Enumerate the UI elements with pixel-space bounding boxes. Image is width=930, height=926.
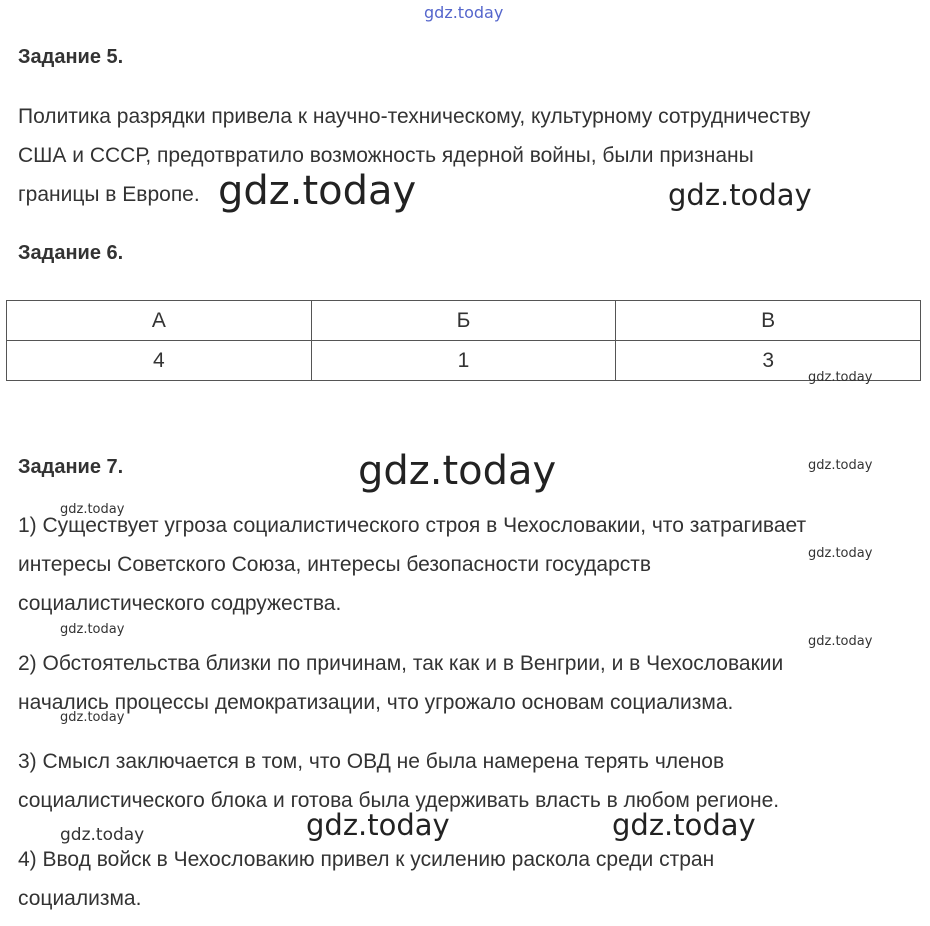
answer-line: 2) Обстоятельства близки по причинам, так как и в Венгрии, и в Чехословакии xyxy=(18,652,784,675)
watermark: gdz.today xyxy=(218,168,417,214)
task-7-answer-4 xyxy=(18,840,918,918)
answer-line: начались процессы демократизации, что угрожало основам социализма. xyxy=(18,691,734,714)
table-header-cell: В xyxy=(616,301,921,341)
answer-line: социалистического содружества. xyxy=(18,592,342,615)
table-cell: 1 xyxy=(311,341,616,381)
watermark: gdz.today xyxy=(306,808,450,842)
answer-table xyxy=(6,300,921,381)
watermark: gdz.today xyxy=(60,502,125,517)
task-7-answer-3 xyxy=(18,742,918,820)
watermark: gdz.today xyxy=(358,448,557,494)
task-5-line: границы в Европе. xyxy=(18,183,200,206)
table-row xyxy=(7,341,921,381)
table-cell: 4 xyxy=(7,341,312,381)
task-7-answer-1 xyxy=(18,506,918,623)
watermark: gdz.today xyxy=(60,825,145,845)
watermark: gdz.today xyxy=(60,622,125,637)
answer-line: 1) Существует угроза социалистического строя в Чехословакии, что затрагивает xyxy=(18,514,807,537)
table-header-cell: Б xyxy=(311,301,616,341)
task-5-line: Политика разрядки привела к научно-техническому, культурному сотрудничеству xyxy=(18,105,811,128)
watermark: gdz.today xyxy=(60,710,125,725)
watermark: gdz.today xyxy=(808,458,873,473)
watermark: gdz.today xyxy=(668,178,812,212)
watermark: gdz.today xyxy=(808,634,873,649)
answer-line: 4) Ввод войск в Чехословакию привел к усилению раскола среди стран xyxy=(18,848,715,871)
watermark-top: gdz.today xyxy=(424,3,504,22)
task-5-heading: Задание 5. xyxy=(18,46,124,68)
table-header-cell: А xyxy=(7,301,312,341)
answer-line: социализма. xyxy=(18,887,142,910)
task-6-heading: Задание 6. xyxy=(18,242,124,264)
answer-line: социалистического блока и готова была удерживать власть в любом регионе. xyxy=(18,789,780,812)
task-7-answer-2 xyxy=(18,644,918,722)
watermark: gdz.today xyxy=(808,370,873,385)
table-header-row xyxy=(7,301,921,341)
table-cell: 3 xyxy=(616,341,921,381)
answer-line: 3) Смысл заключается в том, что ОВД не была намерена терять членов xyxy=(18,750,725,773)
answer-line: интересы Советского Союза, интересы безопасности государств xyxy=(18,553,652,576)
watermark: gdz.today xyxy=(612,808,756,842)
task-5-line: США и СССР, предотвратило возможность ядерной войны, были признаны xyxy=(18,144,754,167)
watermark: gdz.today xyxy=(808,546,873,561)
task-7-heading: Задание 7. xyxy=(18,456,124,478)
